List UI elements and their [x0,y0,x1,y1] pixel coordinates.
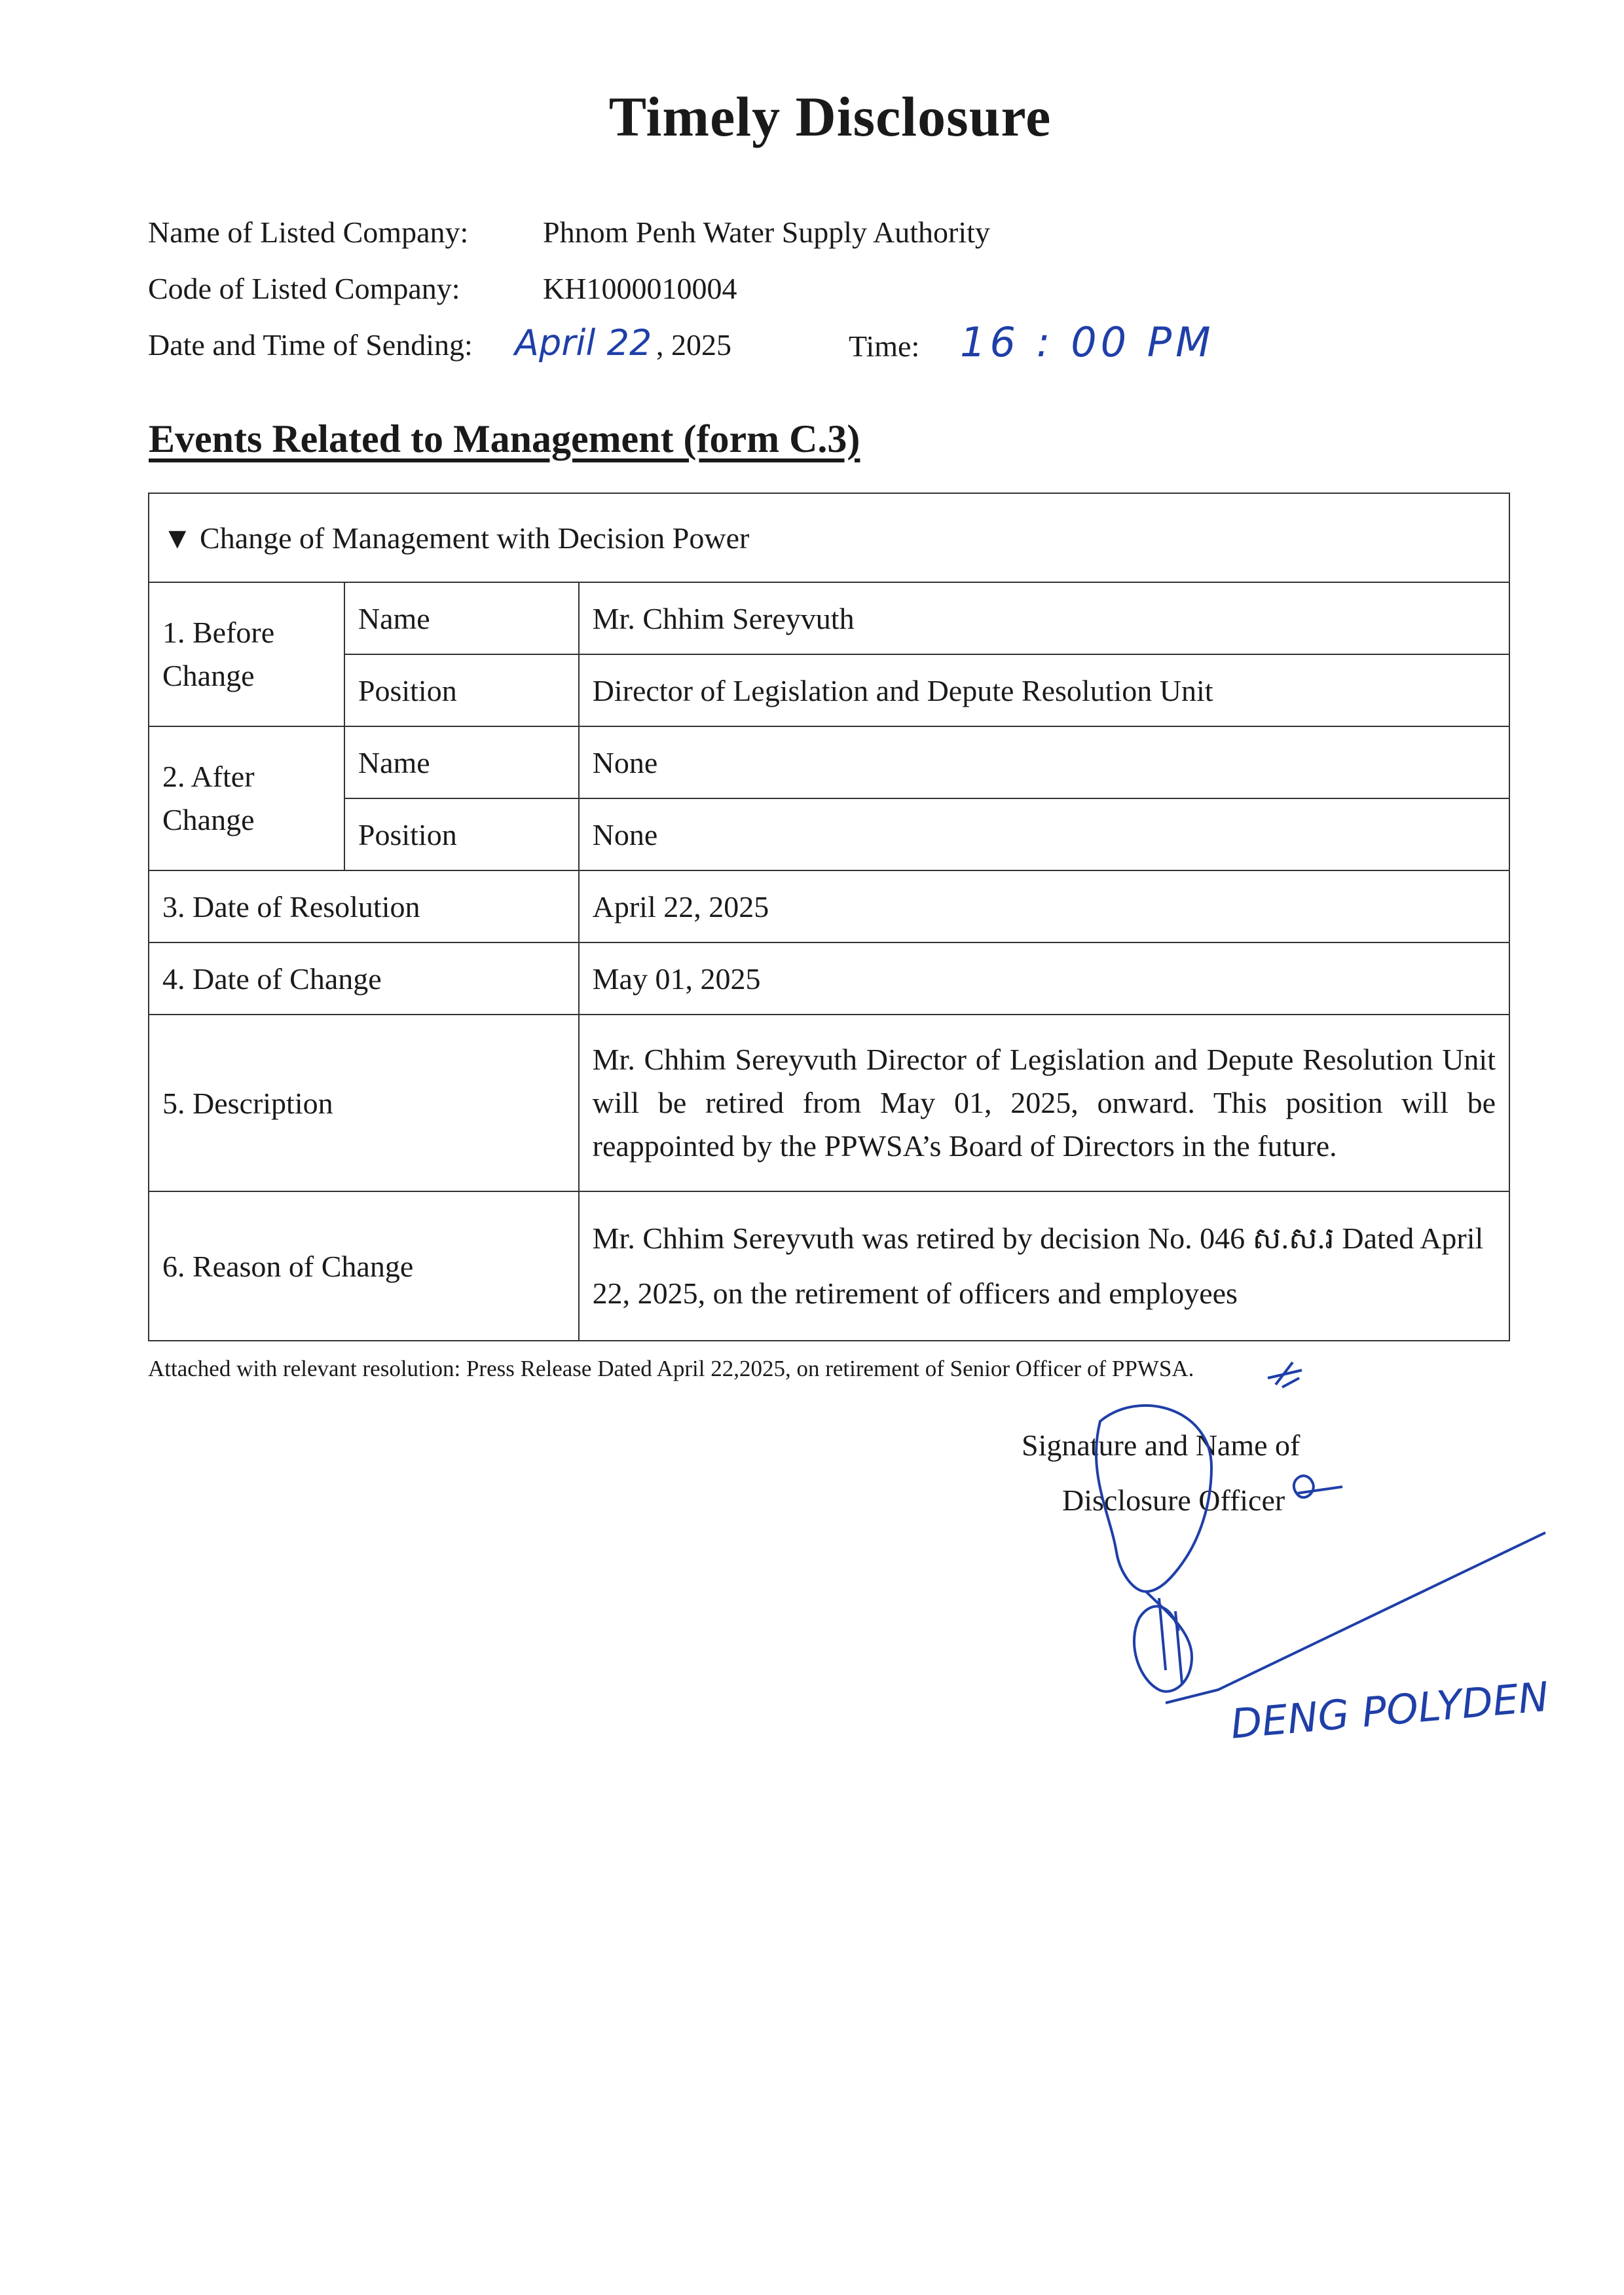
sending-time-handwritten: 16 : 00 PM [960,318,1215,366]
company-code-value: KH1000010004 [543,272,737,305]
before-name-value: Mr. Chhim Sereyvuth [579,582,1509,654]
before-position-value: Director of Legislation and Depute Resolution Unit [579,654,1509,726]
handwritten-signature [1061,1395,1559,1762]
after-position-row [149,798,1509,870]
before-name-label: Name [344,582,579,654]
after-name-row [149,726,1509,798]
sending-date-handwritten: April 22 [515,322,652,364]
resolution-date-value: April 22, 2025 [579,870,1509,942]
initial-mark [1263,1358,1308,1391]
resolution-date-label: 3. Date of Resolution [149,870,579,942]
change-date-row [149,942,1509,1015]
table-header-cell: ▼ Change of Management with Decision Power [149,493,1509,582]
after-change-label: 2. After Change [149,726,344,870]
section-title: Events Related to Management (form C.3) [149,417,860,460]
after-position-label: Position [344,798,579,870]
change-date-value: May 01, 2025 [579,942,1509,1015]
change-date-label: 4. Date of Change [149,942,579,1015]
reason-label: 6. Reason of Change [149,1191,579,1341]
before-position-row [149,654,1509,726]
company-code-label: Code of Listed Company: [148,272,460,305]
after-name-value: None [579,726,1509,798]
attachment-note: Attached with relevant resolution: Press Release Dated April 22,2025, on retirement of Senior Officer of PPWSA. [148,1356,1194,1381]
description-row [149,1015,1509,1191]
before-change-label: 1. Before Change [149,582,344,726]
reason-value: Mr. Chhim Sereyvuth was retired by decision No. 046 ស.ស.រ Dated April 22, 2025, on the retirement of officers and employees [579,1191,1509,1341]
sending-date-label: Date and Time of Sending: [148,328,473,362]
table-header-row [149,493,1509,582]
company-name-value: Phnom Penh Water Supply Authority [543,215,990,249]
management-change-table [148,493,1510,1341]
signature-label-line2: Disclosure Officer [1062,1483,1285,1517]
signer-name: DENG POLYDEN [1228,1672,1551,1748]
description-value: Mr. Chhim Sereyvuth Director of Legislation and Depute Resolution Unit will be retired from May 01, 2025, onward. This position will be reappointed by the PPWSA’s Board of Directors in the future. [579,1015,1509,1191]
sending-date-year: , 2025 [656,328,731,362]
signature-label-line1: Signature and Name of [1022,1428,1301,1462]
after-position-value: None [579,798,1509,870]
reason-row [149,1191,1509,1341]
sending-time-label: Time: [849,329,920,363]
company-name-label: Name of Listed Company: [148,215,469,249]
description-label: 5. Description [149,1015,579,1191]
after-name-label: Name [344,726,579,798]
before-name-row [149,582,1509,654]
resolution-date-row [149,870,1509,942]
document-title: Timely Disclosure [608,85,1052,148]
before-position-label: Position [344,654,579,726]
